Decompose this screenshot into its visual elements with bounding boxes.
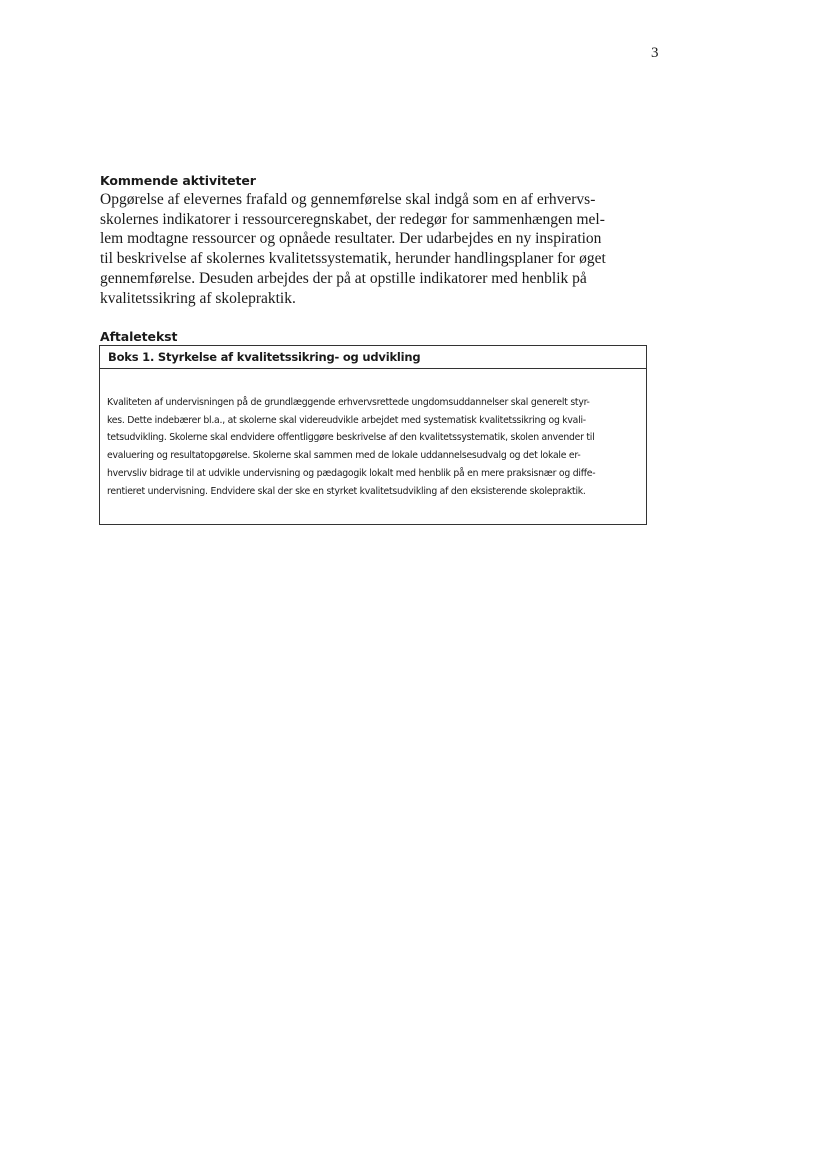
paragraph-line: gennemførelse. Desuden arbejdes der på at opstille indikatorer med henblik på <box>100 269 587 287</box>
box-text-line: tetsudvikling. Skolerne skal endvidere offentliggøre beskrivelse af den kvalitetssystematik, skolen anvender til <box>107 432 595 444</box>
paragraph-line: til beskrivelse af skolernes kvalitetssystematik, herunder handlingsplaner for øget <box>100 250 606 268</box>
box-title-bar <box>100 346 646 369</box>
section-heading-agreement-text: Aftaletekst <box>100 329 178 344</box>
agreement-box <box>99 345 647 525</box>
upcoming-activities-paragraph <box>100 190 640 308</box>
box-text-line: kes. Dette indebærer bl.a., at skolerne skal videreudvikle arbejdet med systematisk kvalitetssikring og kvali- <box>107 414 586 426</box>
paragraph-line: lem modtagne ressourcer og opnåede resultater. Der udarbejdes en ny inspiration <box>100 230 602 248</box>
section-heading-upcoming-activities: Kommende aktiviteter <box>100 173 256 188</box>
box-text-line: rentieret undervisning. Endvidere skal der ske en styrket kvalitetsudvikling af den eksisterende skolepraktik. <box>107 485 586 497</box>
box-text-line: Kvaliteten af undervisningen på de grundlæggende erhvervsrettede ungdomsuddannelser skal generelt styr- <box>107 397 590 408</box>
box-text-line: hvervsliv bidrage til at udvikle undervisning og pædagogik lokalt med henblik på en mere praksisnær og diffe- <box>107 467 596 479</box>
paragraph-line: skolernes indikatorer i ressourceregnskabet, der redegør for sammenhængen mel- <box>100 210 605 228</box>
box-title: Boks 1. Styrkelse af kvalitetssikring- og udvikling <box>108 350 421 364</box>
paragraph-line: kvalitetssikring af skolepraktik. <box>100 289 296 307</box>
box-body-text <box>107 394 642 500</box>
page-number: 3 <box>651 45 659 61</box>
box-text-line: evaluering og resultatopgørelse. Skolerne skal sammen med de lokale uddannelsesudvalg og det lokale er- <box>107 450 581 462</box>
paragraph-line: Opgørelse af elevernes frafald og gennemførelse skal indgå som en af erhvervs- <box>100 191 596 208</box>
